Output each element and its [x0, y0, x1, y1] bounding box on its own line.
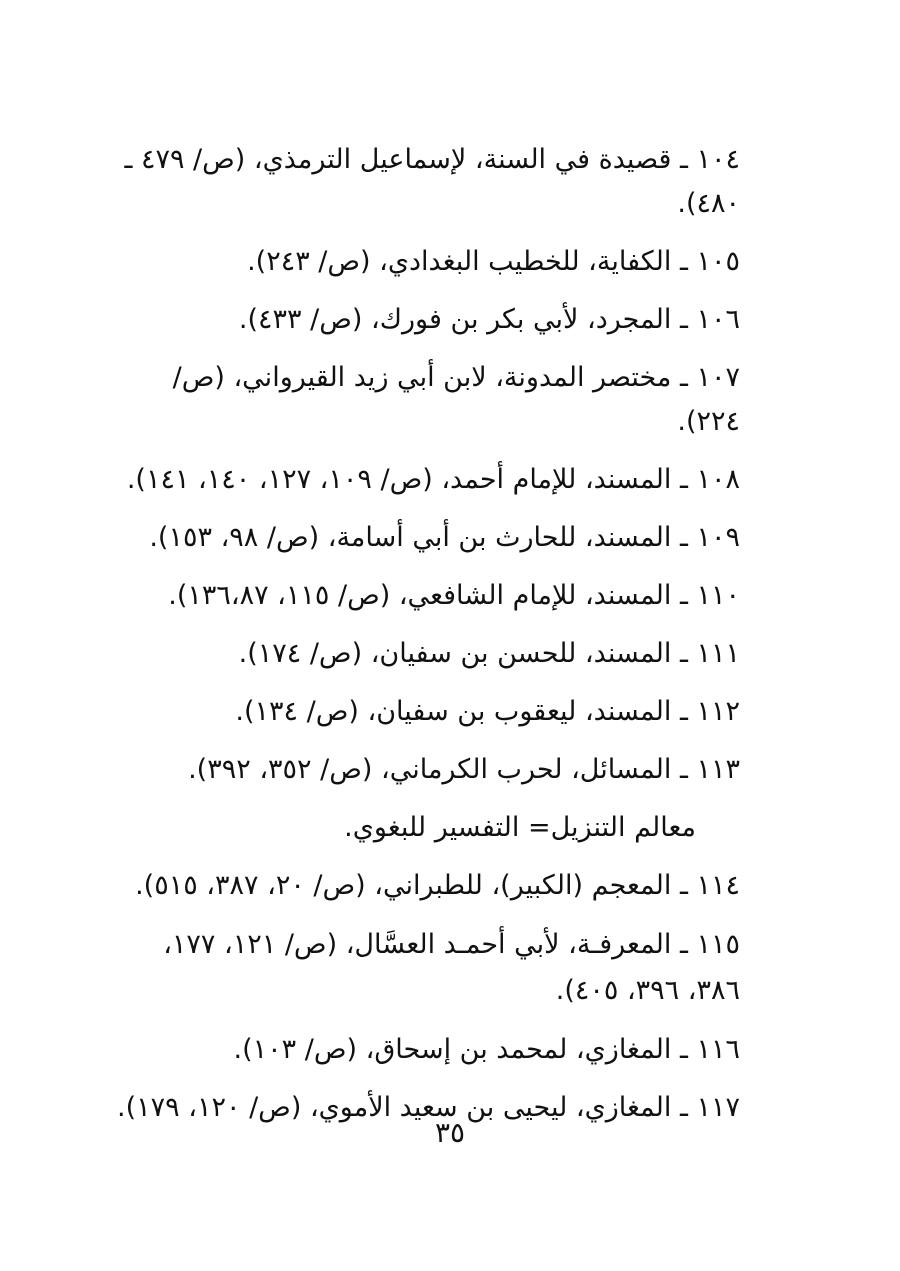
- entry-text: المسند، للإمام الشافعي، (ص/ ١١٥، ١٣٦،٨٧).: [168, 580, 672, 611]
- reference-entry: ١١٥ ـ المعرفـة، لأبي أحمـد العسَّال، (ص/ ١٢١، ١٧٧، ٣٨٦، ٣٩٦، ٤٠٥).: [163, 929, 740, 1006]
- entry-text: المغازي، لمحمد بن إسحاق، (ص/ ١٠٣).: [233, 1034, 672, 1065]
- reference-entry: ١٠٦ ـ المجرد، لأبي بكر بن فورك، (ص/ ٤٣٣).: [238, 304, 740, 335]
- reference-entry: ١١٤ ـ المعجم (الكبير)، للطبراني، (ص/ ٢٠، ٣٨٧، ٥١٥).: [135, 870, 740, 901]
- reference-entry: ١١٦ ـ المغازي، لمحمد بن إسحاق، (ص/ ١٠٣).: [233, 1034, 740, 1065]
- reference-entry: ١١١ ـ المسند، للحسن بن سفيان، (ص/ ١٧٤).: [238, 638, 740, 669]
- page-number: ٣٥: [434, 1116, 466, 1149]
- reference-entry: ١١٠ ـ المسند، للإمام الشافعي، (ص/ ١١٥، ١٣٦،٨٧).: [168, 580, 740, 611]
- entry-text: المجرد، لأبي بكر بن فورك، (ص/ ٤٣٣).: [238, 304, 672, 335]
- cross-reference-entry: [110, 806, 740, 850]
- reference-entry: ١٠٧ ـ مختصر المدونة، لابن أبي زيد القيرواني، (ص/ ٢٢٤).: [172, 362, 740, 437]
- entry-number: ١١١: [696, 638, 740, 669]
- entry-text: مختصر المدونة، لابن أبي زيد القيرواني، (ص/ ٢٢٤).: [172, 362, 740, 437]
- entry-text: المغازي، ليحيى بن سعيد الأموي، (ص/ ١٢٠، ١٧٩).: [117, 1092, 672, 1123]
- entry-text: المسند، للإمام أحمد، (ص/ ١٠٩، ١٢٧، ١٤٠، ١٤١).: [126, 464, 672, 495]
- entry-text: الكفاية، للخطيب البغدادي، (ص/ ٢٤٣).: [247, 246, 672, 277]
- reference-entry: ١٠٥ ـ الكفاية، للخطيب البغدادي، (ص/ ٢٤٣).: [247, 246, 740, 277]
- reference-entry: ١١٣ ـ المسائل، لحرب الكرماني، (ص/ ٣٥٢، ٣٩٢).: [188, 754, 740, 785]
- entry-number: ١١٧: [696, 1092, 740, 1123]
- reference-entry: ١١٢ ـ المسند، ليعقوب بن سفيان، (ص/ ١٣٤).: [235, 696, 740, 727]
- entry-text: المسند، للحسن بن سفيان، (ص/ ١٧٤).: [238, 638, 672, 669]
- reference-list: [110, 138, 740, 1144]
- entry-number: ١٠٩: [696, 522, 740, 553]
- reference-entry: ١٠٨ ـ المسند، للإمام أحمد، (ص/ ١٠٩، ١٢٧، ١٤٠، ١٤١).: [126, 464, 740, 495]
- entry-number: ١١٦: [696, 1034, 740, 1065]
- entry-text: المسائل، لحرب الكرماني، (ص/ ٣٥٢، ٣٩٢).: [188, 754, 672, 785]
- entry-text: المسند، للحارث بن أبي أسامة، (ص/ ٩٨، ١٥٣).: [149, 522, 672, 553]
- entry-text: المسند، ليعقوب بن سفيان، (ص/ ١٣٤).: [235, 696, 672, 727]
- reference-entry: ١١٧ ـ المغازي، ليحيى بن سعيد الأموي، (ص/ ١٢٠، ١٧٩).: [117, 1092, 740, 1123]
- reference-entry: ١٠٩ ـ المسند، للحارث بن أبي أسامة، (ص/ ٩٨، ١٥٣).: [149, 522, 740, 553]
- entry-number: ١١٣: [696, 754, 740, 785]
- entry-number: ١٠٦: [696, 304, 740, 335]
- entry-number: ١٠٤: [696, 144, 740, 175]
- reference-entry: ١٠٤ ـ قصيدة في السنة، لإسماعيل الترمذي، (ص/ ٤٧٩ ـ ٤٨٠).: [124, 144, 740, 219]
- entry-text: قصيدة في السنة، لإسماعيل الترمذي، (ص/ ٤٧٩ ـ ٤٨٠).: [124, 144, 740, 219]
- entry-number: ١١٥: [696, 929, 740, 960]
- entry-number: ١١٠: [696, 580, 740, 611]
- entry-number: ١١٤: [696, 870, 740, 901]
- entry-text: المعجم (الكبير)، للطبراني، (ص/ ٢٠، ٣٨٧، ٥١٥).: [135, 870, 672, 901]
- entry-text: معالم التنزيل= التفسير للبغوي.: [344, 812, 696, 843]
- entry-number: ١٠٨: [696, 464, 740, 495]
- entry-number: ١١٢: [696, 696, 740, 727]
- entry-text: المعرفـة، لأبي أحمـد العسَّال، (ص/ ١٢١، ١٧٧، ٣٨٦، ٣٩٦، ٤٠٥).: [163, 929, 740, 1006]
- entry-number: ١٠٧: [696, 362, 740, 393]
- entry-number: ١٠٥: [696, 246, 740, 277]
